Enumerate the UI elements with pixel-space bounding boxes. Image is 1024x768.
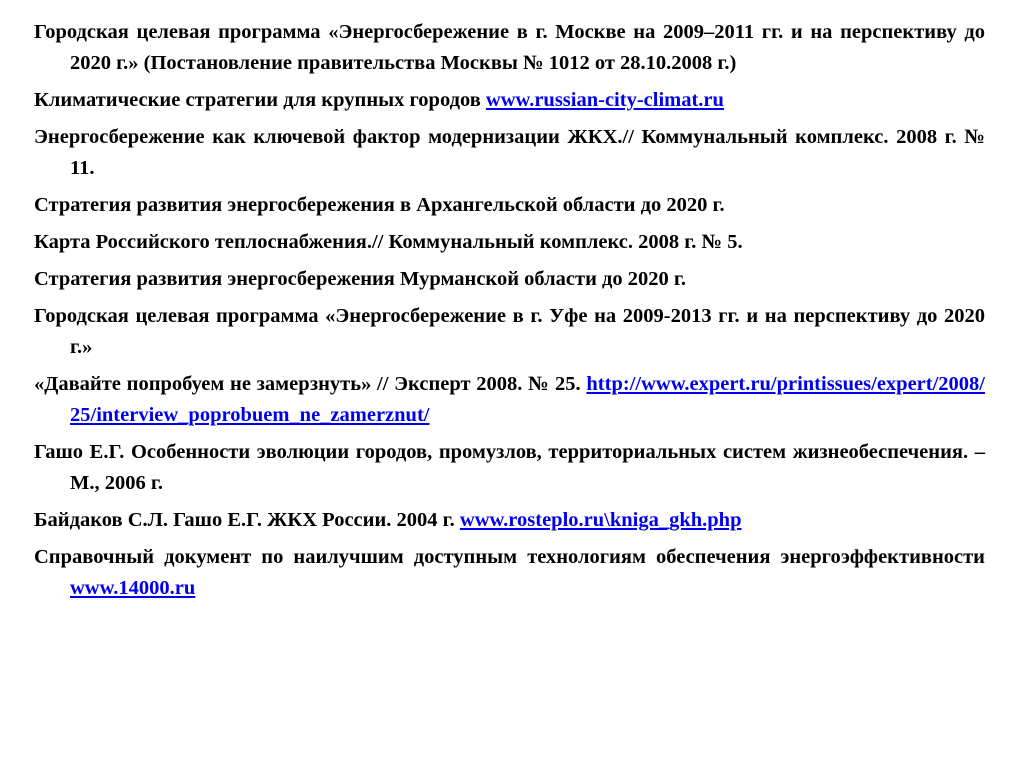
- reference-item-3: [34, 122, 985, 184]
- reference-item-11: [34, 542, 985, 604]
- reference-item-1: [34, 17, 985, 79]
- reference-text: Гашо Е.Г. Особенности эволюции городов, промузлов, территориальных систем жизнеобеспечения. – М., 2006 г.: [34, 441, 985, 494]
- reference-text: Байдаков С.Л. Гашо Е.Г. ЖКХ России. 2004 г.: [34, 509, 460, 531]
- reference-list: [34, 17, 985, 610]
- reference-text: Стратегия развития энергосбережения Мурманской области до 2020 г.: [34, 268, 686, 290]
- reference-item-4: [34, 190, 985, 221]
- reference-text: Справочный документ по наилучшим доступным технологиям обеспечения энергоэффективности: [34, 546, 985, 568]
- reference-link[interactable]: www.14000.ru: [70, 577, 196, 599]
- reference-item-2: [34, 85, 985, 116]
- reference-link[interactable]: http://www.expert.ru/printissues/expert/2008/25/interview_poprobuem_ne_zamerznut/: [70, 373, 985, 426]
- reference-link[interactable]: www.russian-city-climat.ru: [485, 89, 724, 111]
- reference-text: «Давайте попробуем не замерзнуть» // Эксперт 2008. № 25.: [34, 373, 587, 395]
- reference-text: Климатические стратегии для крупных городов: [34, 89, 486, 111]
- reference-item-10: [34, 505, 985, 536]
- reference-text: Энергосбережение как ключевой фактор модернизации ЖКХ.// Коммунальный комплекс. 2008 г. № 11.: [34, 126, 985, 179]
- reference-text: Стратегия развития энергосбережения в Архангельской области до 2020 г.: [34, 194, 725, 216]
- reference-item-5: [34, 227, 985, 258]
- reference-item-7: [34, 301, 985, 363]
- reference-item-6: [34, 264, 985, 295]
- reference-text: Карта Российского теплоснабжения.// Коммунальный комплекс. 2008 г. № 5.: [34, 231, 743, 253]
- reference-link[interactable]: www.rosteplo.ru\kniga_gkh.php: [459, 509, 742, 531]
- reference-text: Городская целевая программа «Энергосбережение в г. Москве на 2009–2011 гг. и на перспективу до 2020 г.» (Постановление правительства Москвы № 1012 от 28.10.2008 г.): [34, 21, 985, 74]
- reference-text: Городская целевая программа «Энергосбережение в г. Уфе на 2009-2013 гг. и на перспективу до 2020 г.»: [34, 305, 985, 358]
- reference-item-9: [34, 437, 985, 499]
- reference-item-8: [34, 369, 985, 431]
